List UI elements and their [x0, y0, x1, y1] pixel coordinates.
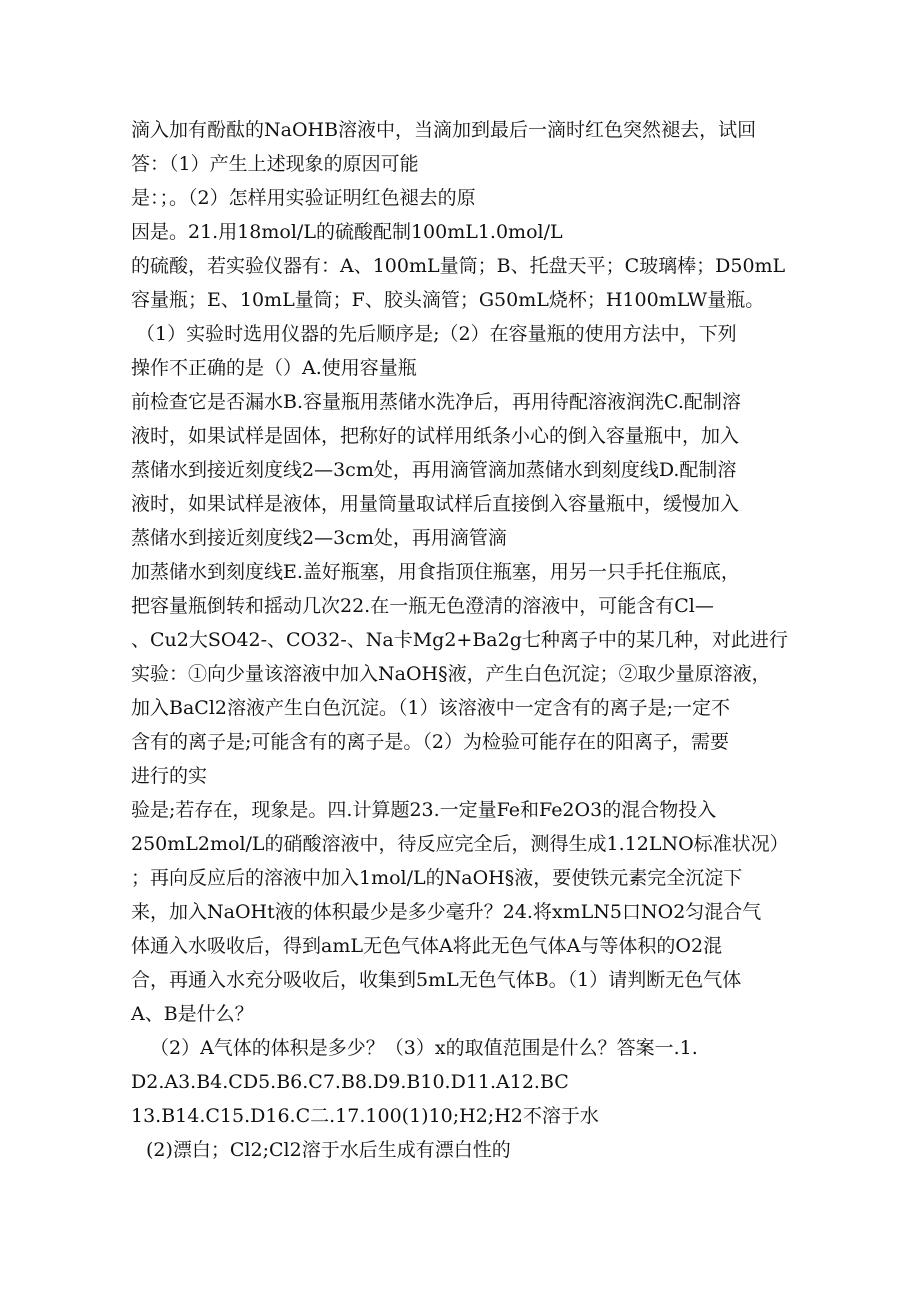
text-line: D2.A3.B4.CD5.B6.C7.B8.D9.B10.D11.A12.BC	[131, 1071, 569, 1093]
text-line: 答：（1）产生上述现象的原因可能	[131, 153, 419, 175]
text-line: 体通入水吸收后，得到amL无色气体A将此无色气体A与等体积的O2混	[131, 935, 723, 957]
text-line: 进行的实	[131, 765, 208, 787]
text-line: 滴入加有酚酞的NaOHB溶液中，当滴加到最后一滴时红色突然褪去，试回	[131, 119, 757, 141]
text-line: 液时，如果试样是固体，把称好的试样用纸条小心的倒入容量瓶中，加入	[131, 425, 740, 447]
text-line: 加入BaCl2溶液产生白色沉淀。（1）该溶液中一定含有的离子是;一定不	[131, 697, 730, 719]
text-line: 因是。21.用18mol/L的硫酸配制100mL1.0mol/L	[131, 221, 563, 243]
text-line: 蒸储水到接近刻度线2—3cm处，再用滴管滴	[131, 527, 507, 549]
text-line: 前检查它是否漏水B.容量瓶用蒸储水洗净后，再用待配溶液润洗C.配制溶	[131, 391, 741, 413]
text-line: 液时，如果试样是液体，用量筒量取试样后直接倒入容量瓶中，缓慢加入	[131, 493, 740, 515]
text-line: 操作不正确的是（）A.使用容量瓶	[131, 357, 417, 379]
text-line: 是：；。（2）怎样用实验证明红色褪去的原	[131, 187, 476, 209]
text-line: 把容量瓶倒转和摇动几次22.在一瓶无色澄清的溶液中，可能含有Cl—	[131, 595, 714, 617]
text-line: 13.B14.C15.D16.C二.17.100(1)10;H2;H2不溶于水	[131, 1105, 599, 1127]
text-line: 含有的离子是;可能含有的离子是。（2）为检验可能存在的阳离子，需要	[131, 731, 729, 753]
text-line: 的硫酸，若实验仪器有：A、100mL量筒；B、托盘天平；C玻璃棒；D50mL	[131, 255, 786, 277]
text-line: (2)漂白；Cl2;Cl2溶于水后生成有漂白性的	[146, 1139, 511, 1161]
text-line: 蒸储水到接近刻度线2—3cm处，再用滴管滴加蒸储水到刻度线D.配制溶	[131, 459, 737, 481]
text-line: 实验：①向少量该溶液中加入NaOH§液，产生白色沉淀；②取少量原溶液，	[131, 663, 771, 685]
text-line: （1）实验时选用仪器的先后顺序是;（2）在容量瓶的使用方法中，下列	[136, 323, 737, 345]
text-line: 来，加入NaOHt液的体积最少是多少毫升？24.将xmLN5口NO2匀混合气	[131, 901, 762, 923]
text-line: 验是;若存在，现象是。四.计算题23.一定量Fe和Fe2O3的混合物投入	[131, 799, 717, 821]
text-line: ；再向反应后的溶液中加入1mol/L的NaOH§液，要使铁元素完全沉淀下	[131, 867, 743, 889]
text-line: 合，再通入水充分吸收后，收集到5mL无色气体B。（1）请判断无色气体	[131, 969, 742, 991]
text-line: A、B是什么？	[131, 1003, 254, 1025]
text-line: （2）A气体的体积是多少？（3）x的取值范围是什么？答案一.1.	[150, 1037, 698, 1059]
text-line: 250mL2mol/L的硝酸溶液中，待反应完全后，测得生成1.12LNO标准状况）	[131, 833, 789, 855]
text-line: 容量瓶；E、10mL量筒；F、胶头滴管；G50mL烧杯；H100mLW量瓶。	[131, 289, 765, 311]
text-line: 加蒸储水到刻度线E.盖好瓶塞，用食指顶住瓶塞，用另一只手托住瓶底，	[131, 561, 740, 583]
text-line: 、Cu2大SO42-、CO32-、Na卡Mg2+Ba2g七种离子中的某几种，对此进行	[131, 629, 788, 651]
